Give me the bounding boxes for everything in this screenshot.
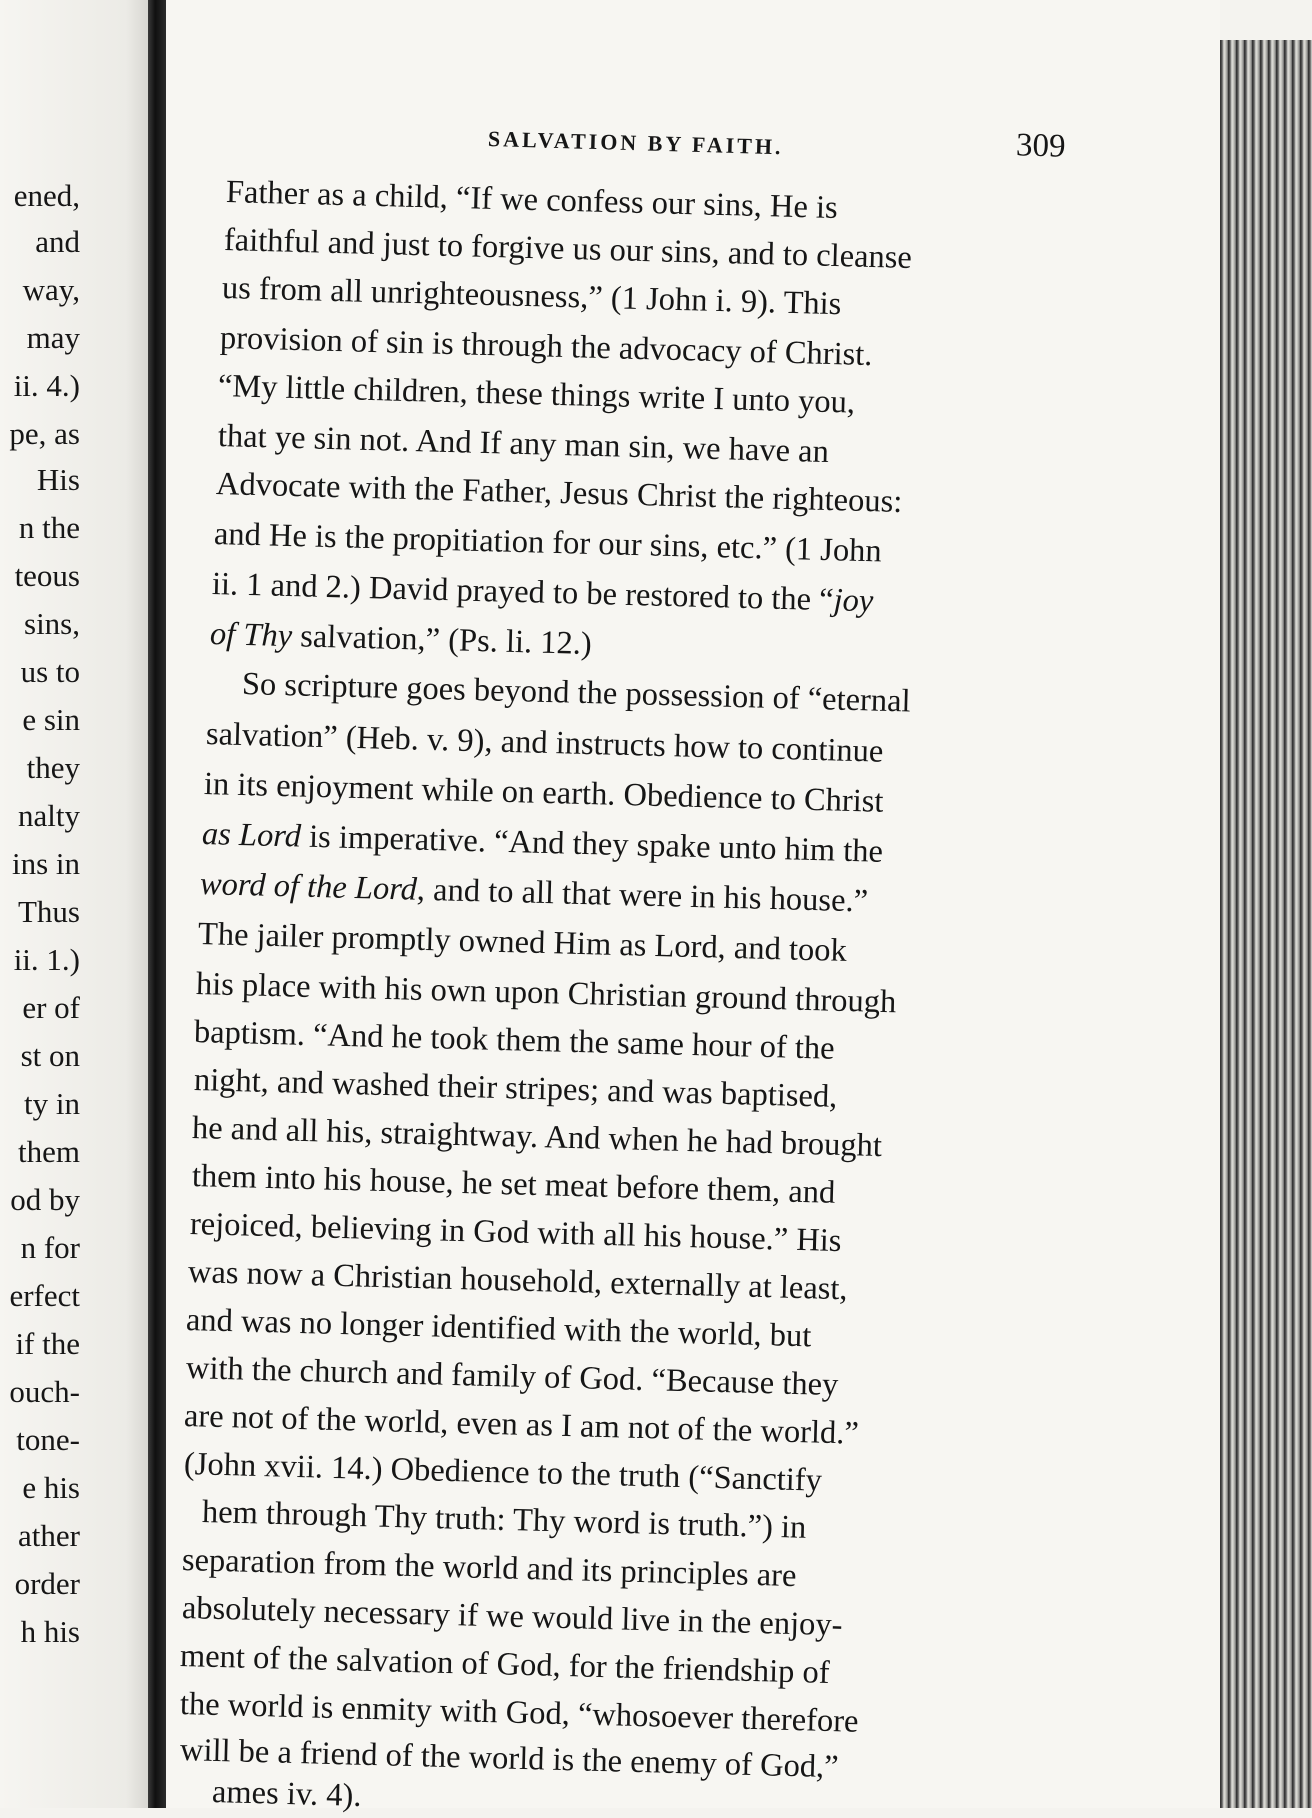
left-fragment: n the <box>18 510 80 545</box>
left-fragment: er of <box>22 990 80 1025</box>
left-fragment: ii. 4.) <box>13 368 80 403</box>
left-fragment: ins in <box>11 846 80 881</box>
left-fragment: us to <box>20 654 80 689</box>
running-head: SALVATION BY FAITH. <box>487 126 784 160</box>
body-line: So scripture goes beyond the possession of “eternal <box>241 666 912 720</box>
left-fragment: them <box>18 1134 80 1169</box>
left-fragment: may <box>26 320 80 355</box>
left-fragment: sins, <box>24 606 80 641</box>
left-fragment: His <box>36 462 80 497</box>
body-line: The jailer promptly owned Him as Lord, and took <box>197 916 848 969</box>
left-fragment: ii. 1.) <box>13 942 80 977</box>
body-line: was now a Christian household, externally at least, <box>187 1254 849 1308</box>
italic-of-thy: of Thy <box>209 616 293 655</box>
body-line: the world is enmity with God, “whosoever therefore <box>179 1686 859 1740</box>
left-fragment: if the <box>15 1326 80 1361</box>
left-fragment: ty in <box>24 1086 80 1121</box>
body-line: and He is the propitiation for our sins, etc.” (1 John <box>213 516 883 570</box>
line-text: is imperative. “And they spake unto him the <box>308 818 884 870</box>
left-fragment: they <box>26 750 80 785</box>
book-gutter <box>148 0 166 1808</box>
left-fragment: st on <box>20 1038 80 1073</box>
body-line: will be a friend of the world is the enemy of God,” <box>179 1732 840 1786</box>
body-line: he and all his, straightway. And when he had brought <box>191 1110 883 1165</box>
body-line: faithful and just to forgive us our sins, and to cleanse <box>223 222 913 277</box>
body-line: are not of the world, even as I am not of the world.” <box>183 1398 860 1452</box>
page-number: 309 <box>1015 127 1067 165</box>
book-page-edges <box>1220 40 1312 1808</box>
body-line: his place with his own upon Christian ground through <box>195 966 897 1021</box>
body-line: us from all unrighteousness,” (1 John i. 9). This <box>221 270 842 323</box>
body-line: Father as a child, “If we confess our sins, He is <box>225 174 839 227</box>
page-edge-top <box>1220 0 1312 40</box>
body-line: with the church and family of God. “Because they <box>185 1350 839 1404</box>
left-fragment: h his <box>20 1614 80 1649</box>
body-line: provision of sin is through the advocacy of Christ. <box>219 320 873 374</box>
body-line: Advocate with the Father, Jesus Christ the righteous: <box>215 466 903 520</box>
left-fragment: Thus <box>18 894 80 929</box>
body-line: hem through Thy truth: Thy word is truth.”) in <box>201 1494 807 1546</box>
left-fragment: and <box>35 224 80 259</box>
left-fragment: ather <box>18 1518 80 1553</box>
line-text: salvation,” (Ps. li. 12.) <box>299 618 593 662</box>
italic-word-of-the-lord: word of the Lord <box>199 866 418 908</box>
left-page <box>0 0 148 1808</box>
italic-joy: joy <box>833 582 874 620</box>
body-line: that ye sin not. And If any man sin, we have an <box>217 418 830 470</box>
line-text: ii. 1 and 2.) David prayed to be restored to the “ <box>211 566 835 619</box>
body-line: rejoiced, believing in God with all his house.” His <box>189 1206 842 1260</box>
left-fragment: e sin <box>22 702 80 737</box>
italic-as-lord: as Lord <box>201 816 302 855</box>
body-line: salvation” (Heb. v. 9), and instructs how to continue <box>205 716 884 770</box>
line-text: , and to all that were in his house.” <box>416 871 869 920</box>
left-fragment: way, <box>22 272 80 307</box>
left-fragment: pe, as <box>9 416 80 451</box>
left-fragment: od by <box>10 1182 80 1217</box>
left-fragment: order <box>14 1566 80 1601</box>
left-fragment: n for <box>20 1230 80 1265</box>
left-fragment: nalty <box>18 798 80 833</box>
body-line: night, and washed their stripes; and was baptised, <box>193 1062 838 1115</box>
body-line: ment of the salvation of God, for the friendship of <box>179 1638 831 1692</box>
body-line: and was no longer identified with the world, but <box>185 1302 812 1355</box>
left-fragment: e his <box>22 1470 80 1505</box>
body-line: absolutely necessary if we would live in the enjoy- <box>181 1590 843 1644</box>
left-fragment: tone- <box>16 1422 80 1457</box>
body-line: them into his house, he set meat before them, and <box>191 1158 836 1211</box>
left-fragment: ened, <box>13 178 80 213</box>
left-fragment: ouch- <box>9 1374 80 1409</box>
body-line: separation from the world and its principles are <box>181 1542 797 1595</box>
body-line: “My little children, these things write I unto you, <box>217 368 856 421</box>
left-fragment: erfect <box>9 1278 80 1313</box>
body-line: baptism. “And he took them the same hour of the <box>193 1014 836 1067</box>
left-fragment: teous <box>14 558 80 593</box>
body-line: (John xvii. 14.) Obedience to the truth (“Sanctify <box>183 1446 823 1499</box>
body-line: ames iv. 4). <box>211 1774 362 1814</box>
body-line: in its enjoyment while on earth. Obedience to Christ <box>203 766 884 820</box>
